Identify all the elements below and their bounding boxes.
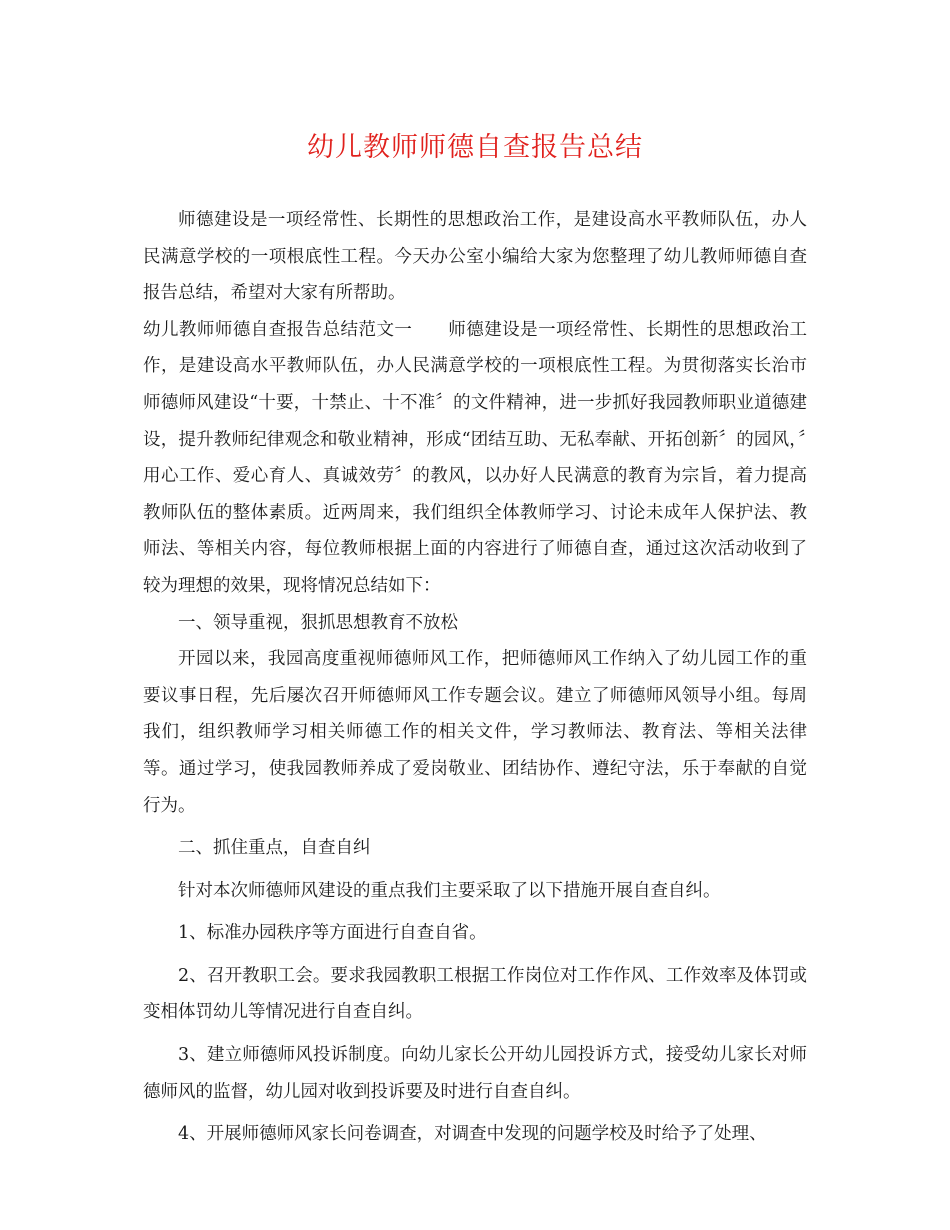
document-title: 幼儿教师师德自查报告总结 xyxy=(307,132,643,163)
list-item-2: 2、召开教职工会。要求我园教职工根据工作岗位对工作作风、工作效率及体罚或变相体罚幼儿等情况进行自查自纠。 xyxy=(143,965,807,1023)
list-item-4: 4、开展师德师风家长问卷调查，对调查中发现的问题学校及时给予了处理、 xyxy=(178,1124,767,1145)
paragraph-2: 针对本次师德师风建设的重点我们主要采取了以下措施开展自查自纠。 xyxy=(178,880,721,901)
section-heading-2: 二、抓住重点，自查自纠 xyxy=(178,838,371,859)
section-intro-paragraph: 幼儿教师师德自查报告总结范文一 师德建设是一项经常性、长期性的思想政治工作，是建设高水平教师队伍，办人民满意学校的一项根底性工程。为贯彻落实长治市师德师风建设“十要，十禁止、十不准〞的文件精神，进一步抓好我园教师职业道德建设，提升教师纪律观念和敬业精神，形成“团结互助、无私奉献、开拓创新〞的园风，〞用心工作、爱心育人、真诚效劳〞的教风，以办好人民满意的教育为宗旨，着力提高教师队伍的整体素质。近两周来，我们组织全体教师学习、讨论未成年人保护法、教师法、等相关内容，每位教师根据上面的内容进行了师德自查，通过这次活动收到了较为理想的效果，现将情况总结如下： xyxy=(143,319,807,596)
paragraph-1: 开园以来，我园高度重视师德师风工作，把师德师风工作纳入了幼儿园工作的重要议事日程，先后屡次召开师德师风工作专题会议。建立了师德师风领导小组。每周我们，组织教师学习相关师德工作的相关文件，学习教师法、教育法、等相关法律等。通过学习，使我园教师养成了爱岗敬业、团结协作、遵纪守法，乐于奉献的自觉行为。 xyxy=(143,649,807,816)
document-body xyxy=(143,202,807,1153)
list-item-1: 1、标准办园秩序等方面进行自查自省。 xyxy=(178,923,487,944)
list-item-3: 3、建立师德师风投诉制度。向幼儿家长公开幼儿园投诉方式，接受幼儿家长对师德师风的监督，幼儿园对收到投诉要及时进行自查自纠。 xyxy=(143,1045,807,1102)
section-heading-1: 一、领导重视，狠抓思想教育不放松 xyxy=(178,612,458,633)
intro-paragraph: 师德建设是一项经常性、长期性的思想政治工作，是建设高水平教师队伍，办人民满意学校的一项根底性工程。今天办公室小编给大家为您整理了幼儿教师师德自查报告总结，希望对大家有所帮助。 xyxy=(143,210,807,304)
